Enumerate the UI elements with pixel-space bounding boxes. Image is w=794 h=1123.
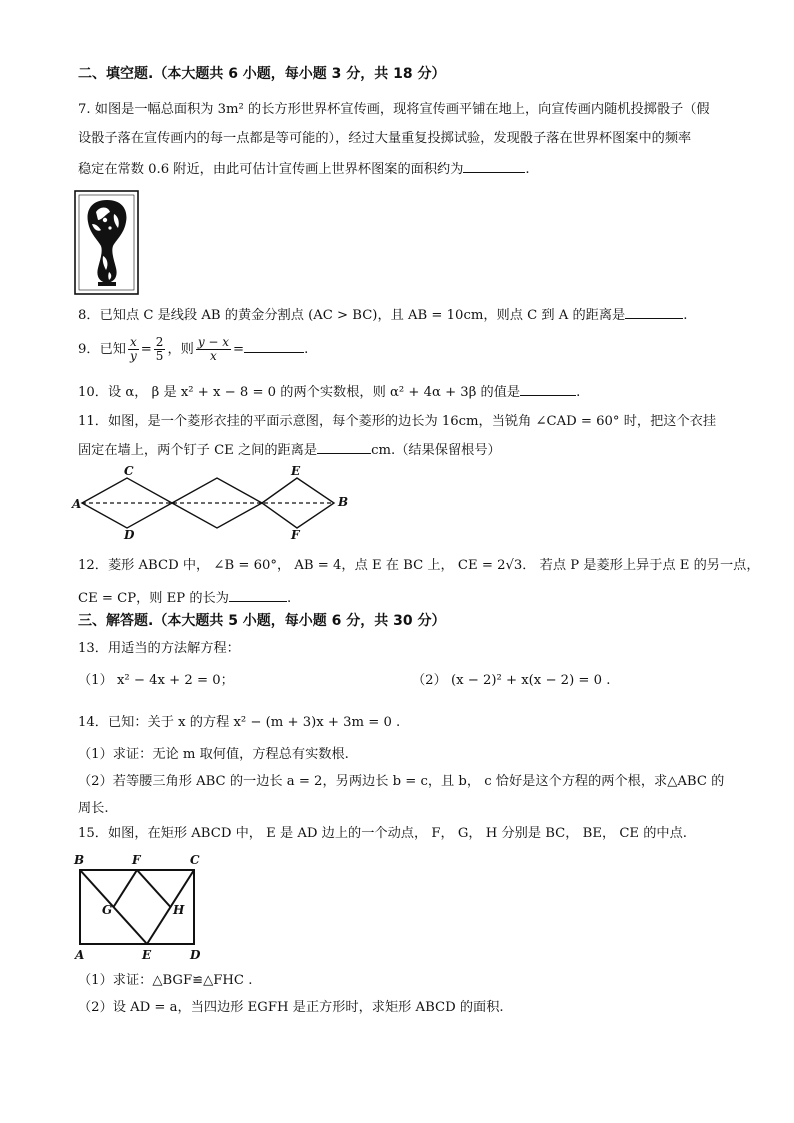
label-F: F xyxy=(291,528,300,542)
q14-stem: 14．已知：关于 x 的方程 x² − (m + 3)x + 3m = 0 . xyxy=(78,715,401,730)
q8-text: 8．已知点 C 是线段 AB 的黄金分割点 (AC > BC)，且 AB = 10cm，则点 C 到 A 的距离是 xyxy=(78,308,626,323)
answer-blank xyxy=(520,382,576,396)
label-C: C xyxy=(190,853,200,867)
rhombus-hanger-diagram xyxy=(72,465,352,541)
label-F: F xyxy=(132,853,141,867)
q7-line-1: 7. 如图是一幅总面积为 3m² 的长方形世界杯宣传画，现将宣传画平铺在地上，向宣传画内随机投掷骰子（假 xyxy=(78,102,710,117)
q15-part-2: （2）设 AD = a，当四边形 EGFH 是正方形时，求矩形 ABCD 的面积. xyxy=(78,1000,504,1015)
answer-blank xyxy=(317,440,371,454)
q14-part-2-line-1: （2）若等腰三角形 ABC 的一边长 a = 2，另两边长 b = c，且 b， c 恰好是这个方程的两个根，求△ABC 的 xyxy=(78,774,725,789)
q14-part-2-line-2: 周长. xyxy=(78,801,109,816)
answer-blank xyxy=(229,588,287,602)
label-H: H xyxy=(173,903,185,917)
answer-blank xyxy=(244,339,304,353)
section-2-title: 二、填空题.（本大题共 6 小题，每小题 3 分，共 18 分） xyxy=(78,66,446,82)
period: . xyxy=(304,342,309,357)
label-B: B xyxy=(338,495,349,509)
q11-line-2: 固定在墙上，两个钉子 CE 之间的距离是 cm.（结果保留根号） xyxy=(78,440,501,460)
label-D: D xyxy=(190,948,201,962)
q9-line: 9．已知 $\frac{x}{y}$ = $\frac{2}{5}$ ，则 $\frac{y - x}{x}$ = . xyxy=(78,335,309,363)
label-A: A xyxy=(75,948,85,962)
answer-blank xyxy=(625,305,683,319)
label-G: G xyxy=(102,903,113,917)
label-E: E xyxy=(142,948,152,962)
q7-line-3-text: 稳定在常数 0.6 附近，由此可估计宣传画上世界杯图案的面积约为 xyxy=(78,162,464,177)
q13-part-2: （2） (x − 2)² + x(x − 2) = 0 . xyxy=(412,673,611,688)
period: . xyxy=(525,162,530,177)
q15-stem: 15．如图，在矩形 ABCD 中， E 是 AD 边上的一个动点， F， G， H 分别是 BC， BE， CE 的中点. xyxy=(78,826,687,841)
q10-text: 10．设 α， β 是 x² + x − 8 = 0 的两个实数根，则 α² + 4α + 3β 的值是 xyxy=(78,385,521,400)
fraction-x-over-y: $\frac{x}{y}$ xyxy=(129,335,137,363)
label-B: B xyxy=(74,853,85,867)
q11-line-1: 11．如图，是一个菱形衣挂的平面示意图，每个菱形的边长为 16cm，当锐角 ∠CAD = 60° 时，把这个衣挂 xyxy=(78,414,717,429)
rectangle-abcd-diagram xyxy=(72,850,212,962)
q7-line-3 xyxy=(78,159,530,179)
world-cup-trophy-image xyxy=(74,190,140,296)
q13-part-1: （1） x² − 4x + 2 = 0； xyxy=(78,673,234,688)
q12-line-2: CE = CP，则 EP 的长为 . xyxy=(78,588,291,608)
q7-line-2: 设骰子落在宣传画内的每一点都是等可能的），经过大量重复投掷试验，发现骰子落在世界杯图案中的频率 xyxy=(78,131,692,146)
fraction-y-minus-x-over-x: $\frac{y - x}{x}$ xyxy=(197,335,230,363)
q8-line xyxy=(78,305,687,325)
q12-line-1: 12．菱形 ABCD 中， ∠B = 60°， AB = 4，点 E 在 BC 上， CE = 2√3． 若点 P 是菱形上异于点 E 的另一点， xyxy=(78,558,760,573)
section-3-title: 三、解答题.（本大题共 5 小题，每小题 6 分，共 30 分） xyxy=(78,613,446,629)
q13-stem: 13．用适当的方法解方程： xyxy=(78,641,240,656)
label-D: D xyxy=(124,528,135,542)
answer-blank xyxy=(463,159,525,173)
label-E: E xyxy=(291,464,301,478)
q14-part-1: （1）求证：无论 m 取何值，方程总有实数根. xyxy=(78,747,349,762)
q10-line xyxy=(78,382,580,402)
period: . xyxy=(576,385,581,400)
q9-prefix: 9．已知 xyxy=(78,342,126,357)
label-C: C xyxy=(124,464,134,478)
label-A: A xyxy=(72,497,82,511)
period: . xyxy=(286,591,292,606)
q15-part-1: （1）求证：△BGF≌△FHC . xyxy=(78,973,253,988)
period: . xyxy=(683,308,688,323)
fraction-2-over-5: $\frac{2}{5}$ xyxy=(155,335,164,363)
